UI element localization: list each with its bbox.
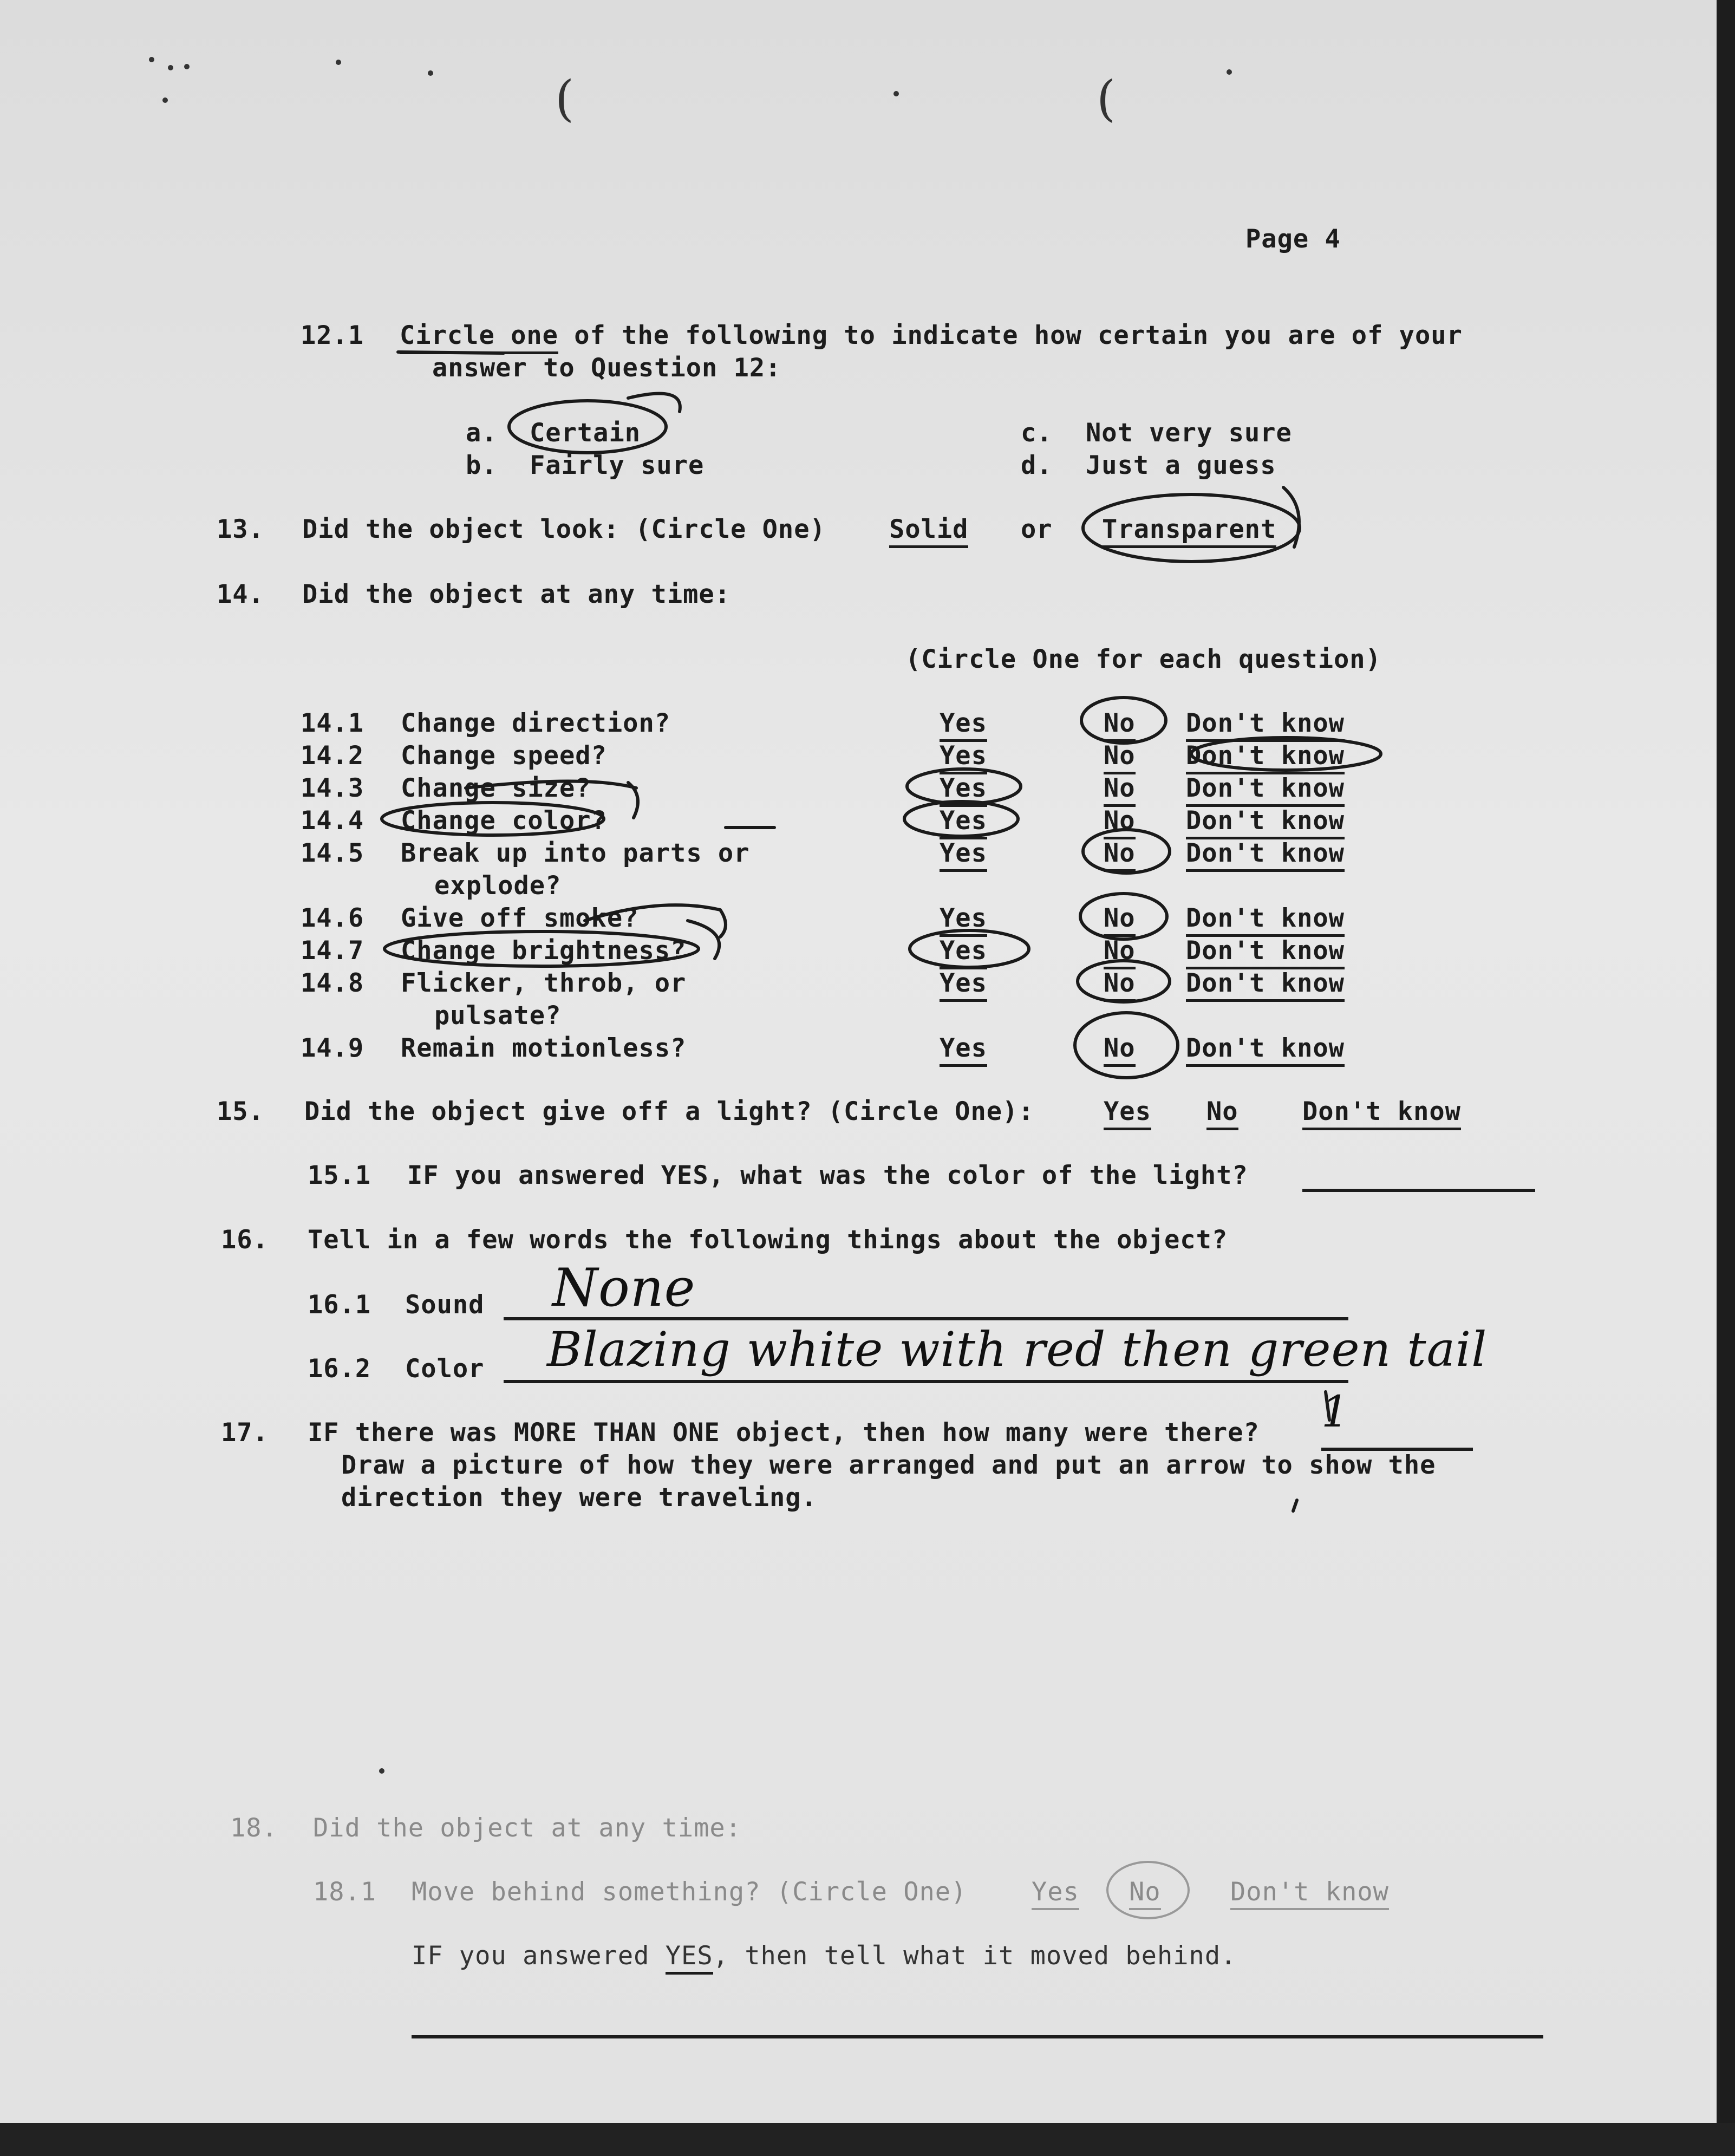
answer-yes[interactable]: Yes (940, 838, 987, 872)
color-handwritten-answer: Blazing white with red then green tail (547, 1321, 1488, 1377)
item-number: 14.3 (301, 773, 364, 803)
item-text: Give off smoke? (401, 903, 639, 933)
pen-stroke (1293, 1500, 1297, 1511)
underline-stroke (398, 352, 504, 353)
answer-no[interactable]: No (1104, 741, 1136, 774)
item-text: Change color? (401, 806, 607, 836)
q15-yes[interactable]: Yes (1104, 1097, 1151, 1130)
hole-mark: ( (1097, 70, 1116, 127)
q18-dont-know[interactable]: Don't know (1230, 1877, 1389, 1910)
q12-1-text-line2: answer to Question 12: (432, 353, 781, 383)
answer-yes[interactable]: Yes (940, 773, 987, 807)
q13-or: or (1021, 514, 1053, 544)
item-text-line2: explode? (434, 871, 562, 901)
answer-dont-know[interactable]: Don't know (1186, 773, 1345, 807)
q17-line3: direction they were traveling. (341, 1483, 817, 1513)
answer-no[interactable]: No (1104, 773, 1136, 807)
answer-yes[interactable]: Yes (940, 1033, 987, 1067)
q13-text: Did the object look: (Circle One) (302, 514, 826, 544)
q18-1-text: Move behind something? (Circle One) (412, 1877, 967, 1907)
q15-dont-know[interactable]: Don't know (1302, 1097, 1461, 1130)
answer-dont-know[interactable]: Don't know (1186, 968, 1345, 1002)
hole-mark: ( (555, 70, 575, 127)
answer-yes[interactable]: Yes (940, 936, 987, 969)
q18-followup-yes: YES (666, 1941, 713, 1975)
answer-circle (1083, 830, 1170, 873)
answer-circle (907, 769, 1021, 804)
answer-no[interactable]: No (1104, 903, 1136, 937)
q17-line1: IF there was MORE THAN ONE object, then how many were there? (308, 1418, 1260, 1448)
q12-1-number: 12.1 (301, 321, 364, 350)
sound-handwritten-answer: None (552, 1258, 696, 1318)
q15-1-number: 15.1 (308, 1161, 371, 1190)
item-number: 14.2 (301, 741, 364, 771)
answer-yes[interactable]: Yes (940, 806, 987, 839)
q13-number: 13. (217, 514, 264, 544)
q16-1-label: Sound (405, 1290, 485, 1320)
answer-yes[interactable]: Yes (940, 741, 987, 774)
q18-followup-end: , then tell what it moved behind. (713, 1941, 1237, 1971)
item-text-line2: pulsate? (434, 1001, 562, 1031)
answer-dont-know[interactable]: Don't know (1186, 903, 1345, 937)
answer-dont-know[interactable]: Don't know (1186, 708, 1345, 742)
answer-dont-know[interactable]: Don't know (1186, 806, 1345, 839)
q13-option-transparent[interactable]: Transparent (1102, 514, 1276, 548)
answer-circle-faint (1107, 1862, 1189, 1918)
answer-yes[interactable]: Yes (940, 708, 987, 742)
pen-stroke (1326, 1392, 1329, 1420)
item-number: 14.1 (301, 708, 364, 738)
option-b-letter: b. (466, 451, 498, 480)
answer-no[interactable]: No (1104, 936, 1136, 969)
answer-no[interactable]: No (1104, 806, 1136, 839)
q12-1-text-rest: of the following to indicate how certain you are of your (558, 321, 1463, 350)
option-a-letter: a. (466, 418, 498, 448)
answer-yes[interactable]: Yes (940, 968, 987, 1002)
answer-dont-know[interactable]: Don't know (1186, 741, 1345, 774)
q14-text: Did the object at any time: (302, 579, 731, 609)
q17-number: 17. (221, 1418, 269, 1448)
q16-2-label: Color (405, 1354, 485, 1384)
q14-instruction: (Circle One for each question) (905, 644, 1381, 674)
circle-one-emphasis: Circle one (400, 321, 558, 354)
answer-circle (1078, 961, 1170, 1002)
item-text: Change brightness? (401, 936, 687, 966)
pen-stroke (628, 394, 680, 412)
q16-1-number: 16.1 (308, 1290, 371, 1320)
answer-circle (1191, 738, 1381, 770)
answer-dont-know[interactable]: Don't know (1186, 936, 1345, 969)
answer-no[interactable]: No (1104, 838, 1136, 872)
q18-1-number: 18.1 (313, 1877, 377, 1907)
item-text: Change direction? (401, 708, 671, 738)
item-number: 14.4 (301, 806, 364, 836)
answer-circle (1080, 894, 1167, 939)
item-number: 14.7 (301, 936, 364, 966)
answer-circle (509, 401, 666, 453)
q15-1-text: IF you answered YES, what was the color of the light? (407, 1161, 1248, 1190)
q15-text: Did the object give off a light? (Circle One): (304, 1097, 1034, 1126)
answer-no[interactable]: No (1104, 968, 1136, 1002)
answer-circle (910, 930, 1029, 967)
q18-no[interactable]: No (1129, 1877, 1161, 1910)
item-number: 14.8 (301, 968, 364, 998)
q15-no[interactable]: No (1206, 1097, 1238, 1130)
answer-circle (904, 802, 1018, 836)
item-text: Remain motionless? (401, 1033, 687, 1063)
option-c-label[interactable]: Not very sure (1086, 418, 1292, 448)
q17-line2: Draw a picture of how they were arranged and put an arrow to show the (341, 1450, 1436, 1480)
q18-number: 18. (230, 1813, 278, 1843)
answer-dont-know[interactable]: Don't know (1186, 838, 1345, 872)
option-d-label[interactable]: Just a guess (1086, 451, 1276, 480)
item-text: Change size? (401, 773, 591, 803)
q16-number: 16. (221, 1225, 269, 1255)
item-number: 14.6 (301, 903, 364, 933)
pen-stroke (1283, 487, 1299, 547)
q15-number: 15. (217, 1097, 264, 1126)
item-text: Change speed? (401, 741, 607, 771)
strike-stroke (466, 781, 636, 789)
item-text: Break up into parts or (401, 838, 750, 868)
item-number: 14.5 (301, 838, 364, 868)
page-number: Page 4 (1245, 224, 1341, 254)
q16-text: Tell in a few words the following things about the object? (308, 1225, 1228, 1255)
option-d-letter: d. (1021, 451, 1053, 480)
q18-yes[interactable]: Yes (1032, 1877, 1079, 1910)
q13-option-solid[interactable]: Solid (889, 514, 968, 548)
answer-circle (1083, 494, 1300, 562)
q14-number: 14. (217, 579, 264, 609)
item-number: 14.9 (301, 1033, 364, 1063)
q18-text: Did the object at any time: (313, 1813, 742, 1843)
option-b-label[interactable]: Fairly sure (530, 451, 705, 480)
option-a-label[interactable]: Certain (530, 418, 641, 448)
answer-yes[interactable]: Yes (940, 903, 987, 937)
q18-followup-start: IF you answered (412, 1941, 666, 1971)
q17-handwritten-count: 1 (1321, 1386, 1349, 1437)
answer-circle (1081, 698, 1166, 743)
answer-dont-know[interactable]: Don't know (1186, 1033, 1345, 1067)
answer-no[interactable]: No (1104, 1033, 1136, 1067)
item-circle (382, 803, 604, 835)
item-text: Flicker, throb, or (401, 968, 687, 998)
option-c-letter: c. (1021, 418, 1053, 448)
scan-border (0, 2123, 1735, 2156)
answer-no[interactable]: No (1104, 708, 1136, 742)
q16-2-number: 16.2 (308, 1354, 371, 1384)
answer-circle (1075, 1013, 1178, 1078)
item-circle (384, 932, 699, 966)
